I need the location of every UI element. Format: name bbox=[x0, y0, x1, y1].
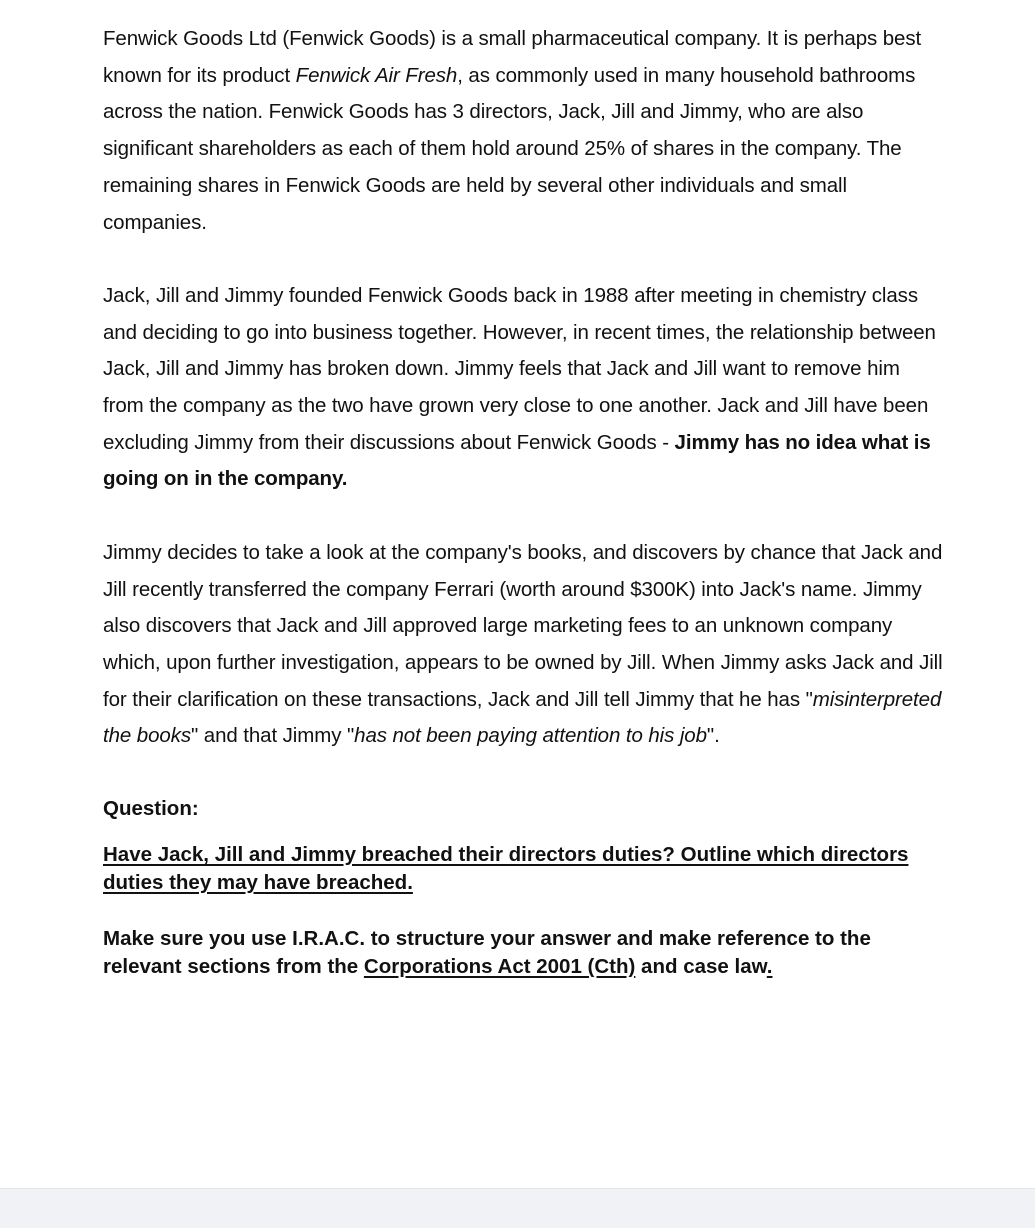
paragraph-company-background bbox=[103, 21, 943, 241]
question-text: Have Jack, Jill and Jimmy breached their directors duties? Outline which directors duties they may have breached. bbox=[103, 843, 909, 895]
instructions-part: Make sure you use I.R.A.C. to structure your answer and make reference to the relevant sections from the bbox=[103, 927, 871, 979]
quote-text: misinterpreted the books bbox=[103, 687, 942, 748]
paragraph-text: ". bbox=[706, 724, 720, 748]
product-name: Fenwick Air Fresh bbox=[295, 63, 458, 87]
question-heading: Question: bbox=[103, 797, 199, 821]
paragraph-text: Jack, Jill and Jimmy founded Fenwick Goods back in 1988 after meeting in chemistry class and deciding to go into business together. However, in recent times, the relationship between Jack, Jill and Jimmy has broken down. Jimmy feels that Jack and Jill want to remove him from the company as the two have grown very close to one another. Jack and Jill have been excluding Jimmy from their discussions about Fenwick Goods - bbox=[103, 283, 936, 454]
act-reference: Corporations Act 2001 (Cth) bbox=[363, 955, 636, 979]
instructions-period: . bbox=[766, 955, 773, 979]
instructions-text bbox=[103, 925, 943, 981]
paragraph-relationship bbox=[103, 278, 943, 498]
emphasis-text: Jimmy has no idea what is going on in the company. bbox=[103, 430, 931, 491]
quote-text: has not been paying attention to his job bbox=[354, 724, 707, 748]
page-bottom-band bbox=[0, 1188, 1035, 1228]
document-body bbox=[103, 21, 943, 981]
instructions-part: and case law bbox=[635, 955, 767, 979]
paragraph-discovery bbox=[103, 535, 943, 755]
paragraph-text: , as commonly used in many household bathrooms across the nation. Fenwick Goods has 3 directors, Jack, Jill and Jimmy, who are also significant shareholders as each of them hold around 25% of shares in the company. The remaining shares in Fenwick Goods are held by several other individuals and small companies. bbox=[103, 63, 916, 234]
paragraph-text: " and that Jimmy " bbox=[191, 724, 355, 748]
paragraph-text: Jimmy decides to take a look at the company's books, and discovers by chance that Jack and Jill recently transferred the company Ferrari (worth around $300K) into Jack's name. Jimmy also discovers that Jack and Jill approved large marketing fees to an unknown company which, upon further investigation, appears to be owned by Jill. When Jimmy asks Jack and Jill for their clarification on these transactions, Jack and Jill tell Jimmy that he has " bbox=[103, 540, 943, 711]
paragraph-text: Fenwick Goods Ltd (Fenwick Goods) is a small pharmaceutical company. It is perhaps best known for its product bbox=[103, 27, 922, 87]
